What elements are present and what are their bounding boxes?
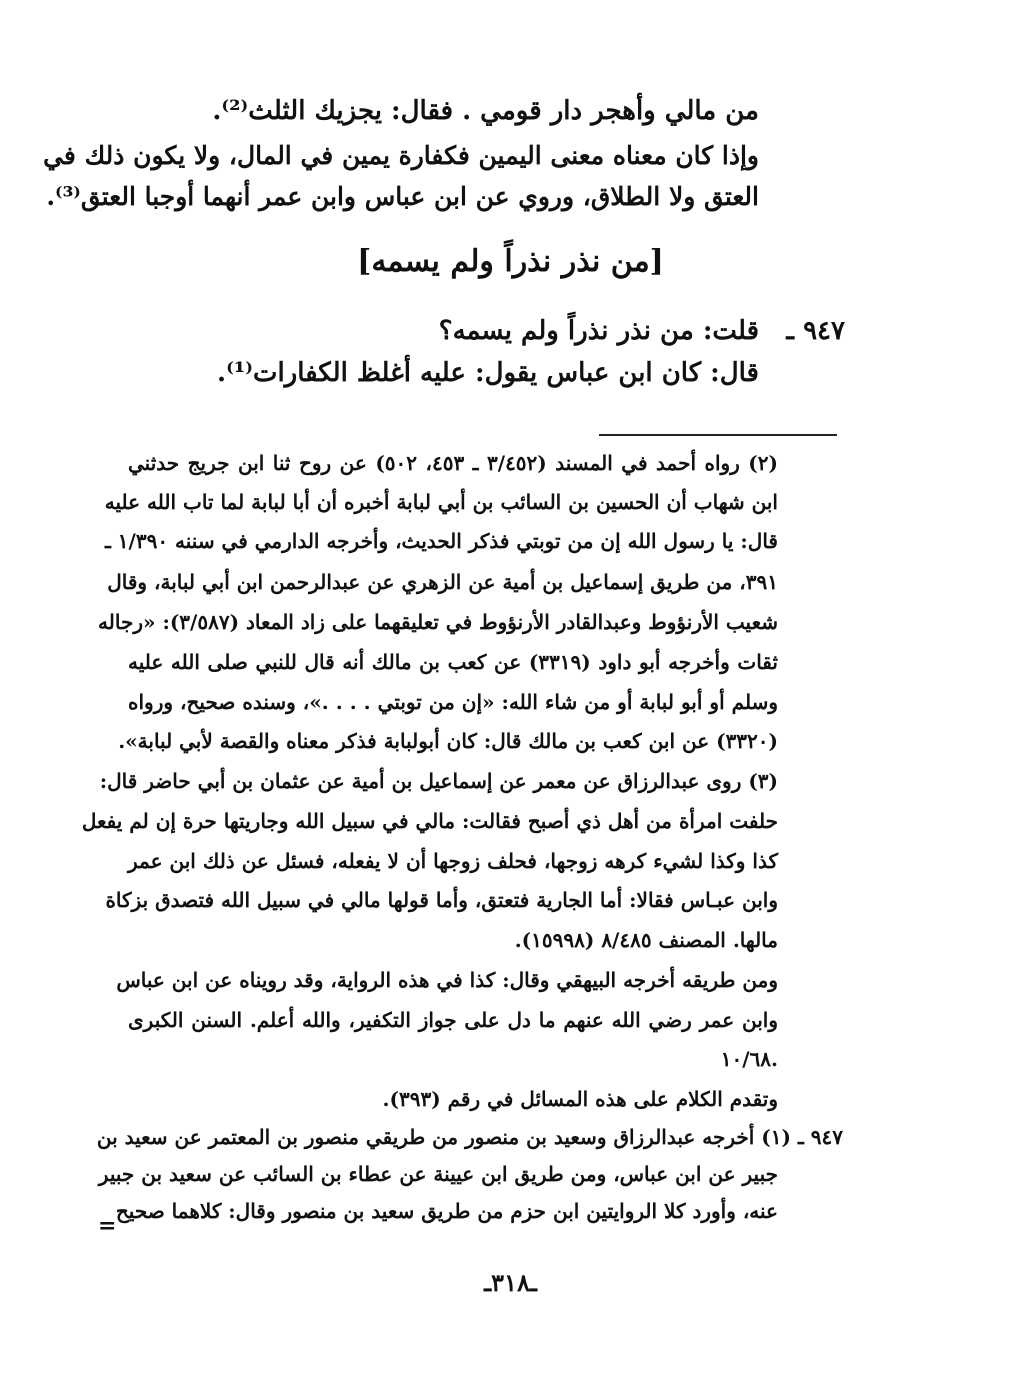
body-line-1: من مالي وأهجر دار قومي . فقال: يجزيك الثلث⁽²⁾. [212,96,759,126]
question-number: ٩٤٧ ـ [786,316,845,346]
continuation-mark: = [98,1213,117,1239]
footnote-line: (٣٣٢٠) عن ابن كعب بن مالك قال: كان أبولبابة فذكر معناه والقصة لأبي لبابة». [118,729,778,754]
body-line-2: وإذا كان معناه معنى اليمين فكفارة يمين في المال، ولا يكون ذلك في [43,141,759,170]
footnote-line: حلفت امرأة من أهل ذي أصبح فقالت: مالي في سبيل الله وجاريتها حرة إن لم يفعل [81,808,778,833]
footnote-line: جبير عن ابن عباس، ومن طريق ابن عيينة عن عطاء بن السائب عن سعيد بن جبير [98,1162,778,1186]
page-number: ـ٣١٨ـ [484,1268,537,1297]
footnote-line: وابن عبـاس فقالا: أما الجارية فتعتق، وأما قولها مالي في سبيل الله فتصدق بزكاة [105,888,778,913]
footnote-line: وسلم أو أبو لبابة أو من شاء الله: «إن من توبتي . . . .»، وسنده صحيح، ورواه [128,689,778,714]
footnote-line: ثقات وأخرجه أبو داود (٣٣١٩) عن كعب بن مالك أنه قال للنبي صلى الله عليه [128,649,778,674]
footnote-line: (٣) روى عبدالرزاق عن معمر عن إسماعيل بن أمية عن عثمان بن أبي حاضر قال: [99,769,778,793]
footnote-line: ٩٤٧ ـ (١) أخرجه عبدالرزاق وسعيد بن منصور من طريقي منصور بن المعتمر عن سعيد بن [96,1125,843,1149]
footnote-line: كذا وكذا لشيء كرهه زوجها، فحلف زوجها أن لا يفعله، فسئل عن ذلك ابن عمر [128,848,778,873]
footnote-line: ومن طريقه أخرجه البيهقي وقال: كذا في هذه الرواية، وقد رويناه عن ابن عباس [116,967,778,992]
footnote-line: ٣٩١، من طريق إسماعيل بن أمية عن الزهري عن عبدالرحمن ابن أبي لبابة، وقال [107,570,778,595]
footnote-separator [599,434,837,436]
footnote-line: ١٠/٦٨. [720,1047,778,1072]
footnote-line: وابن عمر رضي الله عنهم ما دل على جواز التكفير، والله أعلم. السنن الكبرى [128,1007,778,1032]
question-text: قلت: من نذر نذراً ولم يسمه؟ [438,316,759,346]
footnote-line: مالها. المصنف ٨/٤٨٥ (١٥٩٩٨). [514,928,778,952]
section-heading: [من نذر نذراً ولم يسمه] [357,244,664,279]
footnote-line: ابن شهاب أن الحسين بن السائب بن أبي لبابة أخبره أن أبا لبابة لما تاب الله عليه [104,489,778,514]
footnote-line: عنه، وأورد كلا الروايتين ابن حزم من طريق سعيد بن منصور وقال: كلاهما صحيح [115,1199,778,1223]
footnote-line: (٢) رواه أحمد في المسند (٣/٤٥٢ ـ ٤٥٣، ٥٠٢) عن روح ثنا ابن جريج حدثني [128,451,778,475]
body-line-3: العتق ولا الطلاق، وروي عن ابن عباس وابن عمر أنهما أوجبا العتق⁽³⁾. [46,182,759,211]
footnote-line: شعيب الأرنؤوط وعبدالقادر الأرنؤوط في تعليقهما على زاد المعاد (٣/٥٨٧): «رجاله [98,610,778,634]
answer-text: قال: كان ابن عباس يقول: عليه أغلظ الكفارات⁽¹⁾. [217,358,759,388]
footnote-line: وتقدم الكلام على هذه المسائل في رقم (٣٩٣). [382,1087,778,1111]
footnote-line: قال: يا رسول الله إن من توبتي فذكر الحديث، وأخرجه الدارمي في سننه ١/٣٩٠ ـ [104,529,778,554]
